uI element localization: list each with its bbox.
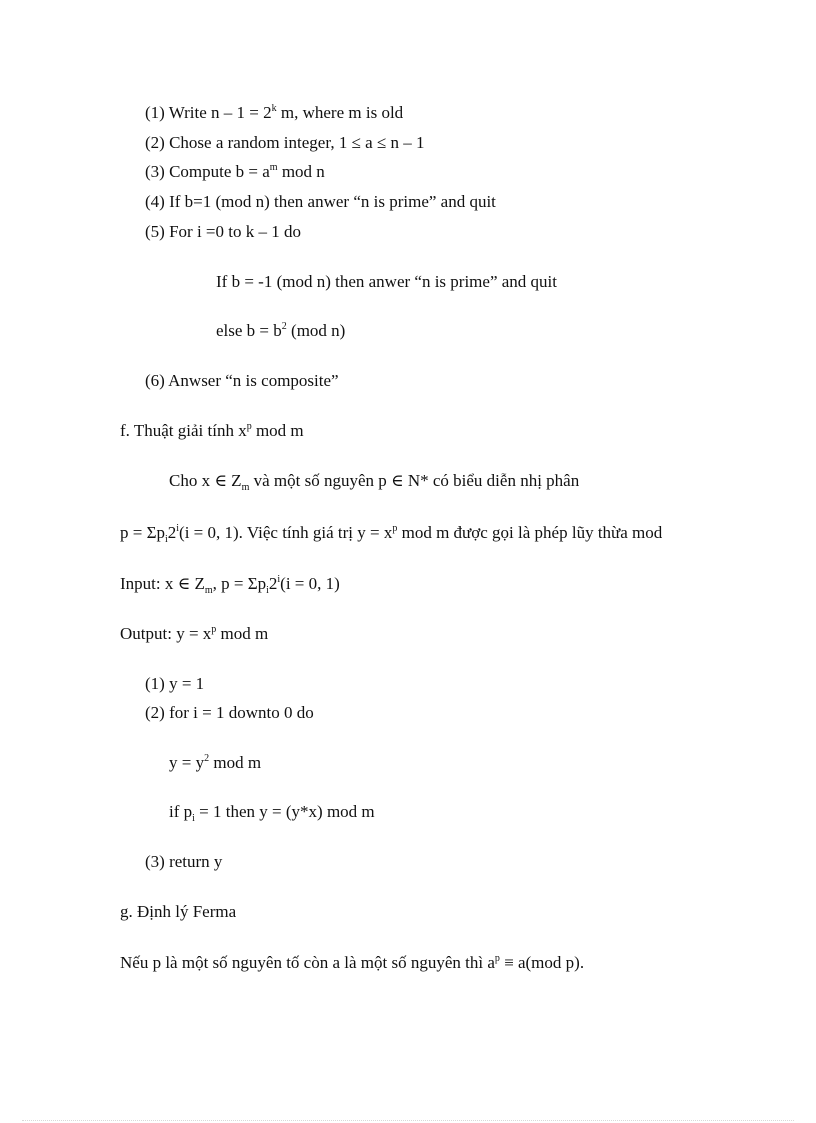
page-bottom-rule — [22, 1120, 794, 1121]
mr-step-1: (1) Write $n - 1 = 2^k$ m, where m is old — [145, 103, 404, 122]
mr-step-2: (2) Chose a random integer, 1 ≤ a ≤ n – 1 — [145, 133, 425, 152]
pow-step-2: (2) for i = 1 downto 0 do — [145, 703, 314, 722]
pow-step-2-multiply: if $p_i = 1$ then y = (y*x) mod m — [169, 802, 375, 824]
mr-step-5: (5) For i =0 to k – 1 do — [145, 222, 301, 241]
mr-step-4: (4) If b=1 (mod n) then anwer “n is prime” and quit — [145, 192, 496, 211]
mr-step-5-else: else $b = b^2$ (mod n) — [216, 321, 346, 340]
pow-step-3: (3) return y — [145, 852, 223, 871]
section-f-output: Output: $y = x^p$ mod m — [120, 624, 269, 643]
pow-step-2-square: $y = y^2$ mod m — [169, 753, 262, 772]
section-f-intro-line-2: $p = \Sigma p_i2^i(i = 0$, 1). Việc tính giá trị $y = x^p$ mod m được gọi là phép lũy thừa mod — [120, 523, 663, 545]
pow-step-1: (1) y = 1 — [145, 674, 205, 693]
section-f-input: Input: x ∈ $Z_m$, $p = \Sigma p_i2^i(i = 0$, 1) — [120, 574, 340, 596]
fermat-statement: Nếu p là một số nguyên tố còn a là một số nguyên thì $a^p \equiv a(mod$ p). — [120, 953, 585, 972]
section-f-intro-line-1: Cho x ∈ $Z_m$ và một số nguyên p ∈ N* có biểu diễn nhị phân — [169, 471, 580, 493]
mr-step-5-if: If b = -1 (mod n) then anwer “n is prime” and quit — [216, 272, 557, 291]
mr-step-6: (6) Anwser “n is composite” — [145, 371, 339, 390]
mr-step-3: (3) Compute $b = a^m$ mod n — [145, 162, 325, 181]
section-g-heading: g. Định lý Ferma — [120, 902, 237, 921]
section-f-heading: f. Thuật giải tính $x^p$ mod m — [120, 421, 304, 440]
